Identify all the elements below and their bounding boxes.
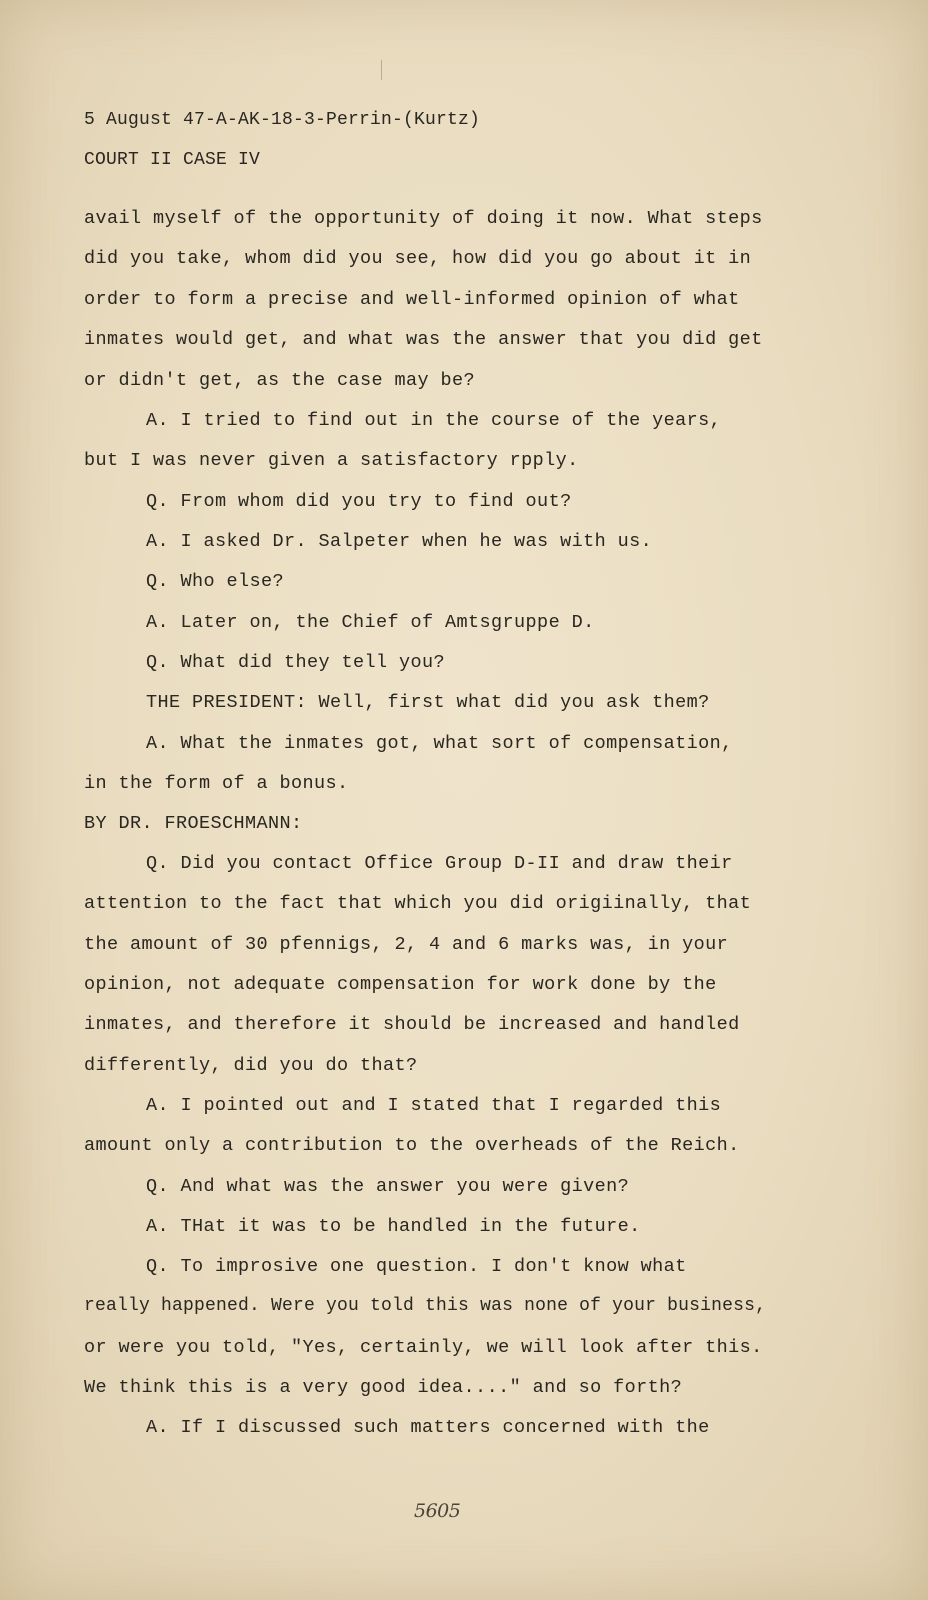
president-line: THE PRESIDENT: Well, first what did you ask them? bbox=[146, 692, 710, 713]
answer-line: A. If I discussed such matters concerned with the bbox=[146, 1417, 710, 1438]
paper-fold-mark bbox=[381, 60, 382, 80]
header-reference: 5 August 47-A-AK-18-3-Perrin-(Kurtz) bbox=[84, 110, 481, 130]
answer-line: A. I tried to find out in the course of the years, bbox=[146, 410, 722, 431]
transcript-line: opinion, not adequate compensation for work done by the bbox=[84, 974, 717, 995]
speaker-heading: BY DR. FROESCHMANN: bbox=[84, 813, 303, 834]
question-line: Q. Who else? bbox=[146, 571, 285, 592]
question-line: Q. To improsive one question. I don't know what bbox=[146, 1256, 687, 1277]
question-line: Q. Did you contact Office Group D-II and draw their bbox=[146, 853, 733, 874]
transcript-line: or were you told, "Yes, certainly, we will look after this. bbox=[84, 1337, 763, 1358]
answer-line: A. What the inmates got, what sort of compensation, bbox=[146, 733, 733, 754]
answer-line: A. THat it was to be handled in the future. bbox=[146, 1216, 641, 1237]
question-line: Q. From whom did you try to find out? bbox=[146, 491, 572, 512]
transcript-line: the amount of 30 pfennigs, 2, 4 and 6 marks was, in your bbox=[84, 934, 729, 955]
transcript-line: did you take, whom did you see, how did you go about it in bbox=[84, 248, 752, 269]
transcript-line: really happened. Were you told this was none of your business, bbox=[84, 1296, 767, 1316]
transcript-line: order to form a precise and well-informed opinion of what bbox=[84, 289, 740, 310]
transcript-line: inmates, and therefore it should be increased and handled bbox=[84, 1014, 740, 1035]
page-number: 5605 bbox=[414, 1500, 461, 1522]
answer-line: A. I asked Dr. Salpeter when he was with us. bbox=[146, 531, 653, 552]
transcript-line: but I was never given a satisfactory rpply. bbox=[84, 450, 579, 471]
transcript-line: avail myself of the opportunity of doing it now. What steps bbox=[84, 208, 763, 229]
transcript-line: in the form of a bonus. bbox=[84, 773, 349, 794]
answer-line: A. Later on, the Chief of Amtsgruppe D. bbox=[146, 612, 595, 633]
question-line: Q. And what was the answer you were given? bbox=[146, 1176, 630, 1197]
transcript-line: amount only a contribution to the overheads of the Reich. bbox=[84, 1135, 740, 1156]
transcript-line: inmates would get, and what was the answer that you did get bbox=[84, 329, 763, 350]
header-court-case: COURT II CASE IV bbox=[84, 150, 261, 170]
transcript-line: attention to the fact that which you did origiinally, that bbox=[84, 893, 752, 914]
answer-line: A. I pointed out and I stated that I regarded this bbox=[146, 1095, 722, 1116]
transcript-line: We think this is a very good idea...." and so forth? bbox=[84, 1377, 683, 1398]
transcript-line: or didn't get, as the case may be? bbox=[84, 370, 476, 391]
transcript-line: differently, did you do that? bbox=[84, 1055, 418, 1076]
question-line: Q. What did they tell you? bbox=[146, 652, 446, 673]
